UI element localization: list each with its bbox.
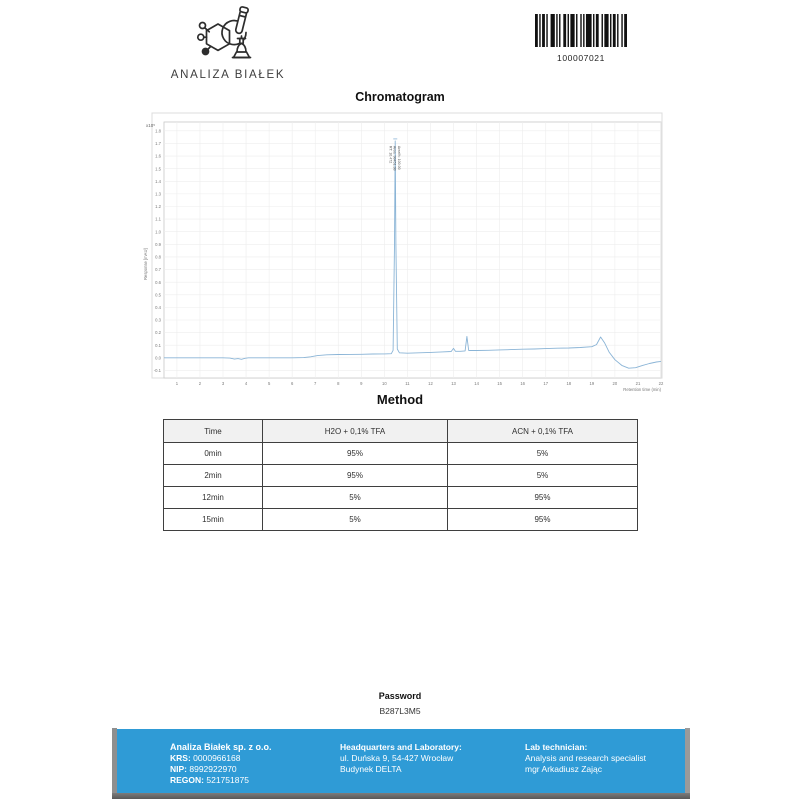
svg-text:0.4: 0.4 bbox=[155, 304, 161, 310]
svg-text:1: 1 bbox=[175, 381, 179, 386]
svg-text:10: 10 bbox=[382, 381, 387, 386]
barcode-number: 100007021 bbox=[557, 53, 605, 63]
footer-krs-line: KRS: 0000966168 bbox=[170, 753, 241, 763]
chromatogram-chart bbox=[140, 110, 668, 392]
footer-tech-title: Lab technician: bbox=[525, 742, 588, 752]
method-table-cell: 2min bbox=[164, 465, 263, 487]
svg-text:6: 6 bbox=[290, 381, 294, 386]
svg-text:3: 3 bbox=[221, 381, 225, 386]
method-table-row bbox=[164, 487, 638, 509]
svg-text:0.1: 0.1 bbox=[155, 342, 161, 348]
svg-text:-0.1: -0.1 bbox=[153, 368, 161, 374]
footer-regon-line: REGON: 521751875 bbox=[170, 775, 249, 785]
svg-text:9: 9 bbox=[360, 381, 363, 386]
footer-company-name: Analiza Białek sp. z o.o. bbox=[170, 742, 272, 752]
svg-text:0.0: 0.0 bbox=[155, 355, 161, 361]
svg-text:1.5: 1.5 bbox=[155, 166, 161, 172]
method-table-cell: 15min bbox=[164, 509, 263, 531]
footer-hq-line2: Budynek DELTA bbox=[340, 764, 402, 774]
svg-text:0.7: 0.7 bbox=[155, 267, 161, 273]
footer-tech-line2: mgr Arkadiusz Zając bbox=[525, 764, 602, 774]
chemistry-lab-icon bbox=[196, 5, 260, 63]
method-table-cell: 5% bbox=[263, 487, 448, 509]
svg-text:8: 8 bbox=[337, 381, 340, 386]
svg-text:7: 7 bbox=[314, 381, 317, 386]
chromatogram-section bbox=[140, 110, 668, 392]
svg-text:RT: 10.472: RT: 10.472 bbox=[388, 145, 393, 164]
svg-text:x10⁵: x10⁵ bbox=[146, 123, 156, 128]
method-table-cell: 5% bbox=[448, 465, 638, 487]
page-shadow-bottom bbox=[112, 793, 690, 799]
svg-text:Area%: 100.00: Area%: 100.00 bbox=[397, 145, 402, 170]
footer-company-block bbox=[170, 742, 272, 786]
logo-text: ANALIZA BIAŁEK bbox=[170, 69, 286, 81]
chromatogram-title: Chromatogram bbox=[355, 90, 445, 104]
svg-text:19: 19 bbox=[589, 381, 595, 386]
svg-text:14: 14 bbox=[474, 381, 479, 386]
password-block bbox=[0, 691, 800, 716]
method-table-row bbox=[164, 509, 638, 531]
method-title: Method bbox=[376, 392, 424, 407]
method-table-row bbox=[164, 465, 638, 487]
svg-text:4: 4 bbox=[244, 381, 248, 386]
svg-text:0.2: 0.2 bbox=[155, 330, 161, 336]
footer-address-block bbox=[340, 742, 462, 775]
svg-text:0.6: 0.6 bbox=[155, 279, 161, 285]
svg-text:1.8: 1.8 bbox=[155, 128, 161, 134]
password-value: B287L3M5 bbox=[379, 706, 421, 716]
method-table-head bbox=[164, 420, 638, 443]
page-shadow-right bbox=[685, 728, 690, 794]
svg-text:0.8: 0.8 bbox=[155, 254, 161, 260]
svg-text:12: 12 bbox=[428, 381, 433, 386]
svg-text:11: 11 bbox=[405, 381, 410, 386]
barcode-image bbox=[535, 14, 627, 47]
footer-hq-title: Headquarters and Laboratory: bbox=[340, 742, 462, 752]
method-table-row bbox=[164, 443, 638, 465]
footer-technician-block bbox=[525, 742, 646, 775]
svg-text:22: 22 bbox=[658, 381, 664, 386]
method-table-cell: 12min bbox=[164, 487, 263, 509]
svg-text:20: 20 bbox=[612, 381, 618, 386]
svg-text:17: 17 bbox=[543, 381, 549, 386]
method-table-header-cell: Time bbox=[164, 420, 263, 443]
svg-text:0.5: 0.5 bbox=[155, 292, 161, 298]
svg-text:Response [mAU]: Response [mAU] bbox=[143, 248, 148, 280]
svg-text:15: 15 bbox=[497, 381, 502, 386]
method-table-cell: 5% bbox=[448, 443, 638, 465]
method-table-cell: 5% bbox=[263, 509, 448, 531]
svg-text:1.2: 1.2 bbox=[155, 204, 161, 210]
method-table-cell: 95% bbox=[263, 443, 448, 465]
method-table-cell: 95% bbox=[263, 465, 448, 487]
svg-text:1.1: 1.1 bbox=[155, 216, 161, 222]
svg-text:Area: 98451.38: Area: 98451.38 bbox=[392, 145, 397, 171]
method-table-cell: 0min bbox=[164, 443, 263, 465]
barcode bbox=[534, 14, 628, 63]
svg-text:2: 2 bbox=[198, 381, 202, 386]
svg-text:18: 18 bbox=[566, 381, 572, 386]
method-table-header-cell: H2O + 0,1% TFA bbox=[263, 420, 448, 443]
svg-text:1.6: 1.6 bbox=[155, 153, 161, 159]
svg-text:1.3: 1.3 bbox=[155, 191, 161, 197]
method-table-body bbox=[164, 443, 638, 531]
footer-nip-line: NIP: 8992922970 bbox=[170, 764, 237, 774]
method-table-header-row bbox=[164, 420, 638, 443]
svg-text:0.9: 0.9 bbox=[155, 241, 161, 247]
method-table-header-cell: ACN + 0,1% TFA bbox=[448, 420, 638, 443]
footer-hq-line1: ul. Duńska 9, 54-427 Wrocław bbox=[340, 753, 454, 763]
svg-text:1.0: 1.0 bbox=[155, 229, 161, 235]
method-table-cell: 95% bbox=[448, 487, 638, 509]
logo bbox=[168, 5, 288, 81]
svg-text:Retention time (min): Retention time (min) bbox=[623, 387, 661, 392]
svg-text:1.7: 1.7 bbox=[155, 141, 161, 147]
footer-tech-line1: Analysis and research specialist bbox=[525, 753, 646, 763]
svg-text:1.4: 1.4 bbox=[155, 178, 161, 184]
svg-text:16: 16 bbox=[520, 381, 526, 386]
footer bbox=[117, 729, 685, 793]
svg-text:5: 5 bbox=[267, 381, 271, 386]
svg-text:0.3: 0.3 bbox=[155, 317, 161, 323]
svg-text:21: 21 bbox=[635, 381, 641, 386]
password-label: Password bbox=[378, 691, 422, 701]
svg-text:13: 13 bbox=[451, 381, 456, 386]
method-table-cell: 95% bbox=[448, 509, 638, 531]
method-table bbox=[163, 419, 638, 531]
